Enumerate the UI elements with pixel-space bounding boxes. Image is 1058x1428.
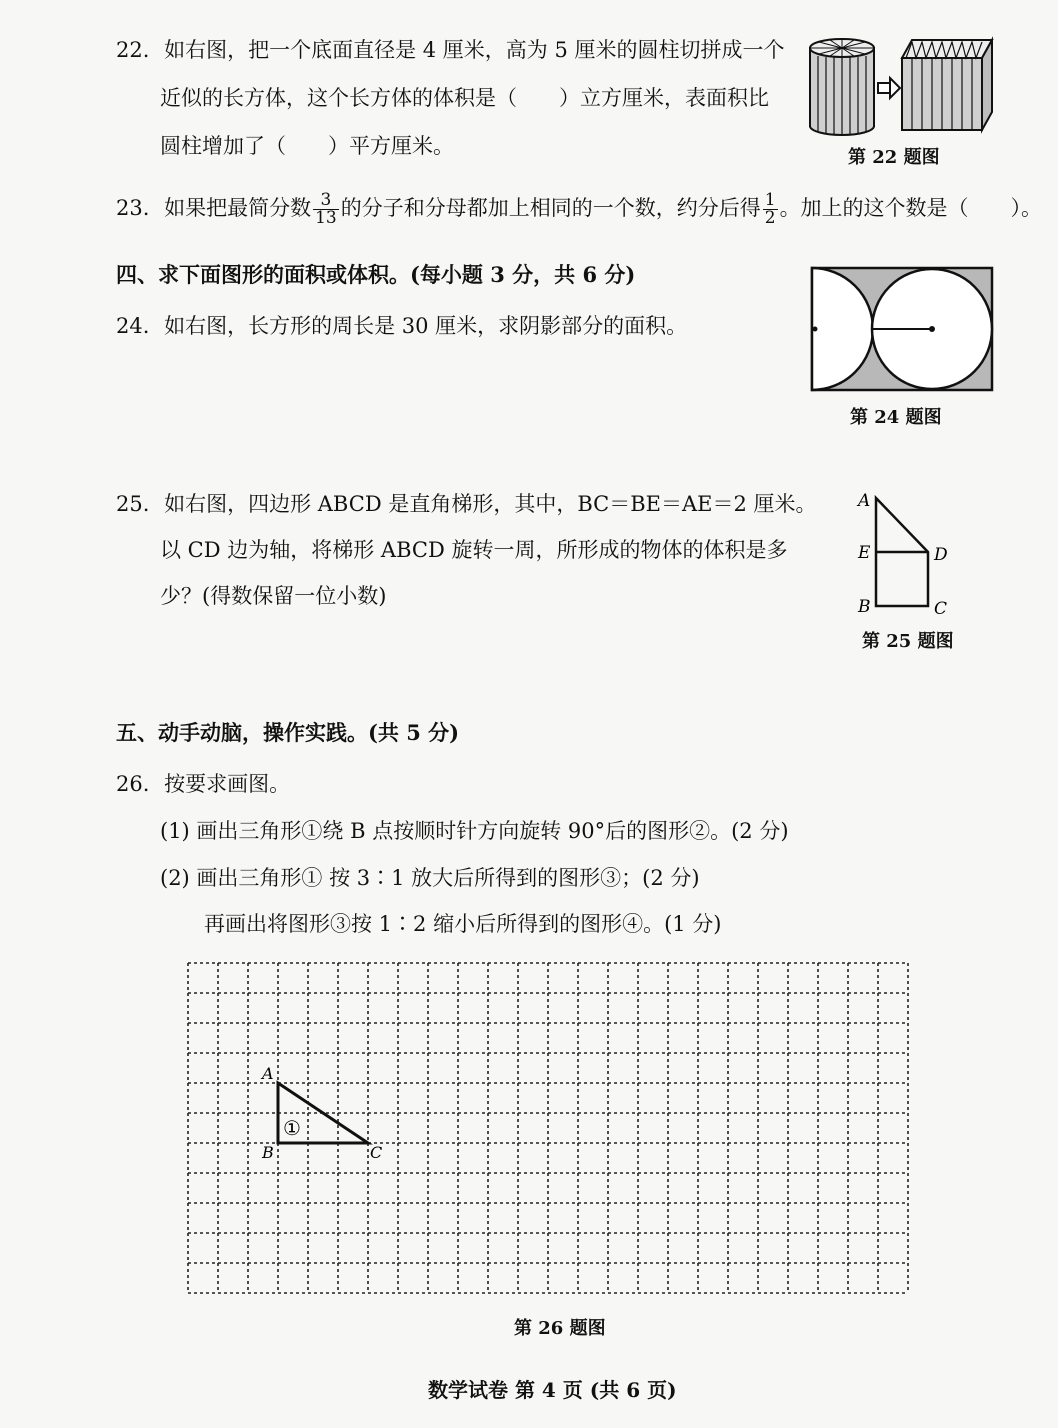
q26-grid-figure — [180, 950, 924, 1310]
q25-line1 — [116, 494, 817, 515]
q22-line1 — [116, 40, 785, 61]
q23-text-a: 如果把最简分数 — [164, 196, 312, 220]
q25-number: 25. — [116, 492, 150, 516]
grid-label-b: B — [262, 1143, 274, 1162]
q24-text: 如右图，长方形的周长是 30 厘米，求阴影部分的面积。 — [164, 314, 688, 338]
q24-figure — [808, 264, 996, 394]
q23-number: 23. — [116, 196, 150, 220]
q25-text-line3: 少？(得数保留一位小数) — [160, 584, 387, 608]
q26-sub3: 再画出将图形③按 1∶2 缩小后所得到的图形④。(1 分) — [204, 912, 722, 936]
q26-number: 26. — [116, 772, 150, 796]
cuboid-drawing — [902, 40, 992, 130]
q26-text: 按要求画图。 — [164, 772, 291, 796]
q22-text-line1: 如右图，把一个底面直径是 4 厘米，高为 5 厘米的圆柱切拼成一个 — [164, 38, 785, 62]
q25-caption: 第 25 题图 — [862, 631, 954, 652]
q23-frac2-numerator: 1 — [764, 190, 776, 210]
q23-frac2-denominator: 2 — [764, 208, 776, 228]
circle-center-dot — [929, 326, 935, 332]
q23-frac1-denominator: 13 — [315, 208, 337, 228]
q23-fraction-1-2 — [763, 192, 778, 227]
q25-figure — [850, 486, 960, 618]
q26-sub1: (1) 画出三角形①绕 B 点按顺时针方向旋转 90°后的图形②。(2 分) — [160, 819, 789, 843]
triangle-1-label: ① — [283, 1116, 301, 1140]
q22-number: 22. — [116, 38, 150, 62]
q25-text-line2: 以 CD 边为轴，将梯形 ABCD 旋转一周，所形成的物体的体积是多 — [160, 538, 788, 562]
section-5-title: 五、动手动脑，操作实践。(共 5 分) — [116, 720, 460, 745]
q23-line — [116, 188, 1042, 228]
grid-label-a: A — [262, 1064, 274, 1083]
q22-text-line3: 圆柱增加了（ ）平方厘米。 — [160, 134, 454, 158]
label-e: E — [858, 543, 871, 563]
q26-line — [116, 774, 290, 795]
q23-fraction-3-13 — [313, 192, 339, 227]
label-a: A — [858, 491, 871, 511]
q22-text-line2: 近似的长方体，这个长方体的体积是（ ）立方厘米，表面积比 — [160, 86, 769, 110]
q26-sub2: (2) 画出三角形① 按 3∶1 放大后所得到的图形③；(2 分) — [160, 866, 700, 890]
q24-line — [116, 316, 687, 337]
label-c: C — [934, 599, 948, 618]
cylinder-drawing — [810, 39, 874, 135]
q23-frac1-numerator: 3 — [313, 192, 339, 210]
label-d: D — [934, 545, 948, 565]
grid-label-c: C — [370, 1143, 383, 1162]
page-footer: 数学试卷 第 4 页 (共 6 页) — [428, 1378, 677, 1402]
section-4-title: 四、求下面图形的面积或体积。(每小题 3 分，共 6 分) — [116, 262, 636, 287]
q24-number: 24. — [116, 314, 150, 338]
half-circle-center-dot — [813, 327, 818, 332]
q23-text-c: 。加上的这个数是（ ）。 — [779, 196, 1043, 220]
q26-caption: 第 26 题图 — [514, 1318, 606, 1339]
q25-text-line1: 如右图，四边形 ABCD 是直角梯形，其中，BC＝BE＝AE＝2 厘米。 — [164, 492, 817, 516]
q22-caption: 第 22 题图 — [848, 147, 940, 168]
q24-caption: 第 24 题图 — [850, 407, 942, 428]
q23-text-b: 的分子和分母都加上相同的一个数，约分后得 — [340, 196, 761, 220]
arrow-icon — [878, 78, 900, 98]
label-b: B — [858, 597, 871, 617]
q22-figure — [806, 30, 996, 138]
